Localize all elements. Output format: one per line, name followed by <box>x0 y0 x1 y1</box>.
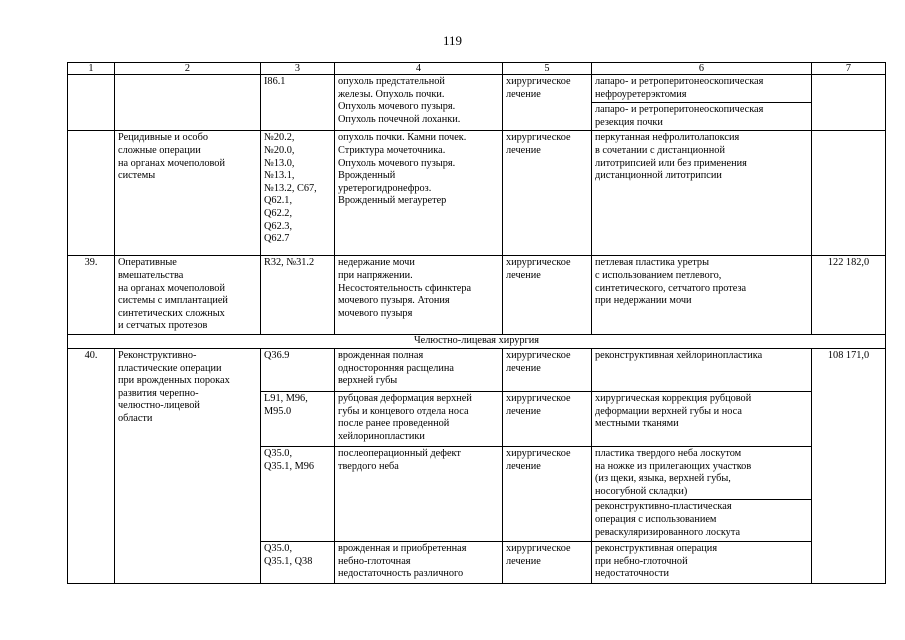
cost-cell: 108 171,0 <box>812 348 886 583</box>
treatment-cell: хирургическое лечение <box>503 256 592 335</box>
method-cell <box>592 75 812 131</box>
treatment-cell: хирургическое лечение <box>503 446 592 541</box>
diagnosis-cell: опухоль почки. Камни почек. Стриктура мочеточника. Опухоль мочевого пузыря. Врожденный уретерогидронефроз. Врожденный мегауретер <box>335 131 503 256</box>
diagnosis-cell: недержание мочи при напряжении. Несостоятельность сфинктера мочевого пузыря. Атония мочевого пузыря <box>335 256 503 335</box>
method-item: пластика твердого неба лоскутом на ножке из прилегающих участков (из щеки, языка, верхней губы, носогубной складки) <box>595 447 752 497</box>
icd-codes-cell: Q36.9 <box>261 348 335 391</box>
header-cell: 7 <box>812 63 886 75</box>
section-row <box>68 335 886 349</box>
cost-cell: 122 182,0 <box>812 256 886 335</box>
row-number-cell <box>68 131 115 256</box>
header-cell: 5 <box>503 63 592 75</box>
cost-cell <box>812 75 886 131</box>
icd-codes-cell: №20.2, №20.0, №13.0, №13.1, №13.2, C67, Q62.1, Q62.2, Q62.3, Q62.7 <box>261 131 335 256</box>
treatment-cell: хирургическое лечение <box>503 391 592 446</box>
header-cell: 1 <box>68 63 115 75</box>
method-cell: реконструктивная операция при небно-глоточной недостаточности <box>592 541 812 583</box>
method-item: лапаро- и ретроперитонеоскопическая резекция почки <box>592 102 811 130</box>
diagnosis-cell: опухоль предстательной железы. Опухоль почки. Опухоль мочевого пузыря. Опухоль почечной лоханки. <box>335 75 503 131</box>
row-number-cell <box>68 75 115 131</box>
diagnosis-cell: врожденная и приобретенная небно-глоточная недостаточность различного <box>335 541 503 583</box>
operation-name-cell: Реконструктивно- пластические операции при врожденных пороках развития черепно- челюстно-лицевой области <box>115 348 261 583</box>
header-row <box>68 63 886 75</box>
table-row <box>68 75 886 131</box>
diagnosis-cell: рубцовая деформация верхней губы и концевого отдела носа после ранее проведенной хейлоринопластики <box>335 391 503 446</box>
method-cell: петлевая пластика уретры с использованием петлевого, синтетического, сетчатого протеза при недержании мочи <box>592 256 812 335</box>
table-row <box>68 348 886 391</box>
header-cell: 4 <box>335 63 503 75</box>
row-number-cell: 39. <box>68 256 115 335</box>
method-item: реконструктивно-пластическая операция с использованием реваскуляризированного лоскута <box>592 499 811 540</box>
table-row <box>68 256 886 335</box>
method-cell: реконструктивная хейлоринопластика <box>592 348 812 391</box>
operation-name-cell <box>115 75 261 131</box>
method-cell: перкутанная нефролитолапоксия в сочетании с дистанционной литотрипсией или без применения дистанционной литотрипсии <box>592 131 812 256</box>
treatment-cell: хирургическое лечение <box>503 75 592 131</box>
section-title: Челюстно-лицевая хирургия <box>68 335 886 349</box>
header-cell: 2 <box>115 63 261 75</box>
icd-codes-cell: Q35.0, Q35.1, Q38 <box>261 541 335 583</box>
icd-codes-cell: L91, M96, M95.0 <box>261 391 335 446</box>
method-item: лапаро- и ретроперитонеоскопическая нефроуретерэктомия <box>595 76 764 100</box>
header-cell: 6 <box>592 63 812 75</box>
icd-codes-cell: Q35.0, Q35.1, M96 <box>261 446 335 541</box>
method-cell: хирургическая коррекция рубцовой деформации верхней губы и носа местными тканями <box>592 391 812 446</box>
header-cell: 3 <box>261 63 335 75</box>
operation-name-cell: Рецидивные и особо сложные операции на органах мочеполовой системы <box>115 131 261 256</box>
operation-name-cell: Оперативные вмешательства на органах мочеполовой системы с имплантацией синтетических сложных и сетчатых протезов <box>115 256 261 335</box>
diagnosis-cell: врожденная полная односторонняя расщелина верхней губы <box>335 348 503 391</box>
procedures-table <box>67 62 886 584</box>
treatment-cell: хирургическое лечение <box>503 131 592 256</box>
icd-codes-cell: R32, №31.2 <box>261 256 335 335</box>
diagnosis-cell: послеоперационный дефект твердого неба <box>335 446 503 541</box>
row-number-cell: 40. <box>68 348 115 583</box>
treatment-cell: хирургическое лечение <box>503 348 592 391</box>
treatment-cell: хирургическое лечение <box>503 541 592 583</box>
cost-cell <box>812 131 886 256</box>
method-cell <box>592 446 812 541</box>
page-number: 119 <box>442 33 463 48</box>
icd-codes-cell: I86.1 <box>261 75 335 131</box>
table-row <box>68 131 886 256</box>
